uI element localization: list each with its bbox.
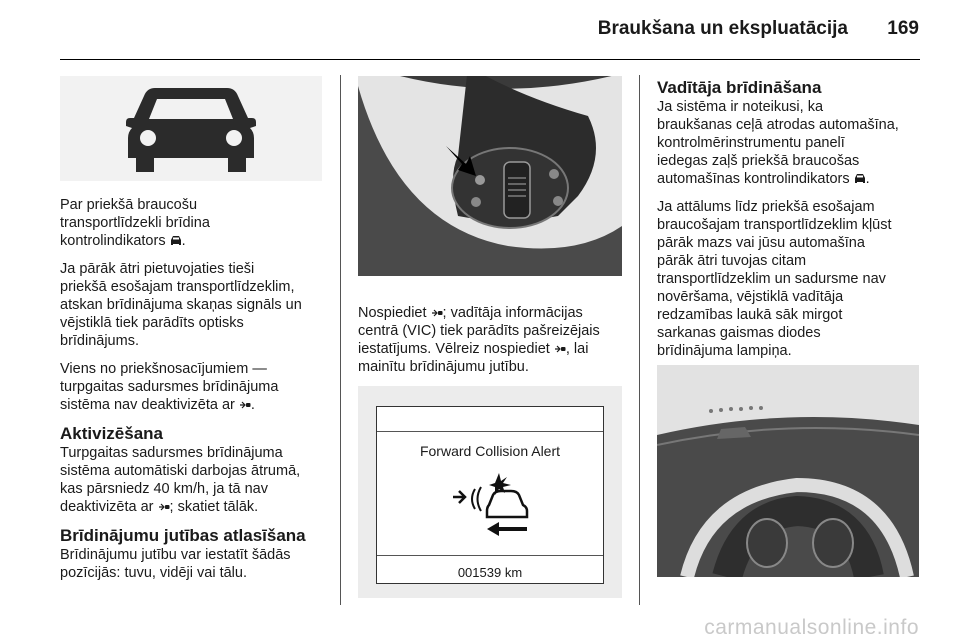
paragraph: Ja attālums līdz priekšā esošajam braucošajam transportlīdzeklim kļūst pārāk mazs vai jūsu automašīna pārāk ātri tuvojas citam transportlīdzeklim un sadursme nav novēršama, vējstiklā vadītāja redzamības laukā sāk mirgot sarkanas gaismas diodes brīdinājuma lampiņa. <box>657 199 892 359</box>
section-activation <box>60 424 335 516</box>
fcw-button-icon <box>554 344 566 354</box>
fcw-button-icon <box>158 502 170 512</box>
column-1 <box>60 196 335 592</box>
column-2 <box>358 304 633 386</box>
vic-display <box>376 406 604 584</box>
section-heading: Brīdinājumu jutības atlasīšana <box>60 526 306 545</box>
car-front-icon <box>60 76 322 181</box>
section-sensitivity <box>60 526 335 582</box>
windshield-led-figure <box>657 365 919 577</box>
page-header <box>0 0 960 60</box>
paragraph: Brīdinājumu jutību var iestatīt šādās pozīcijās: tuvu, vidēji vai tālu. <box>60 547 291 581</box>
odometer: 001539 km <box>457 565 523 580</box>
paragraph: Viens no priekšnosacījumiem — turpgaitas sadursmes brīdinājuma sistēma nav deaktivizēta ar . <box>60 361 279 413</box>
paragraph: Ja sistēma ir noteikusi, ka braukšanas ceļā atrodas automašīna, kontrolmērinstrumentu panelī iedegas zaļš priekšā braucošas automašīnas kontrolindikators . <box>657 99 899 187</box>
paragraph: Turpgaitas sadursmes brīdinājuma sistēma automātiski darbojas ātrumā, kas pārsniedz 40 km/h, ja tā nav deaktivizēta ar ; skatiet tālāk. <box>60 445 301 515</box>
header-rule <box>60 59 920 60</box>
watermark: carmanualsonline.info <box>704 616 919 639</box>
collision-alert-icon <box>447 469 537 539</box>
car-indicator-figure <box>60 76 322 181</box>
column-divider <box>340 75 341 605</box>
fcw-button-icon <box>239 400 251 410</box>
paragraph: Nospiediet ; vadītāja informācijas centrā (VIC) tiek parādīts pašreizējais iestatījums. Vēlreiz nospiediet , lai mainītu brīdinājumu jutību. <box>358 305 600 375</box>
paragraph: Ja pārāk ātri pietuvojaties tieši priekšā esošajam transportlīdzeklim, atskan brīdinājuma skaņas signāls un vējstiklā tiek parādīts optisks brīdinājums. <box>60 261 302 349</box>
car-front-icon <box>854 174 866 184</box>
car-front-icon <box>170 236 182 246</box>
page-title: Braukšana un ekspluatācija <box>597 18 848 39</box>
vic-display-figure <box>358 386 622 598</box>
column-3 <box>657 78 937 370</box>
section-heading: Vadītāja brīdināšana <box>657 78 822 97</box>
section-heading: Aktivizēšana <box>60 424 163 443</box>
steering-wheel-figure <box>358 76 622 276</box>
page-number: 169 <box>887 18 919 39</box>
fcw-button-icon <box>431 308 443 318</box>
column-divider <box>639 75 640 605</box>
paragraph: Par priekšā braucošu transportlīdzekli brīdina kontrolindikators . <box>60 197 210 249</box>
display-title: Forward Collision Alert <box>419 443 561 459</box>
